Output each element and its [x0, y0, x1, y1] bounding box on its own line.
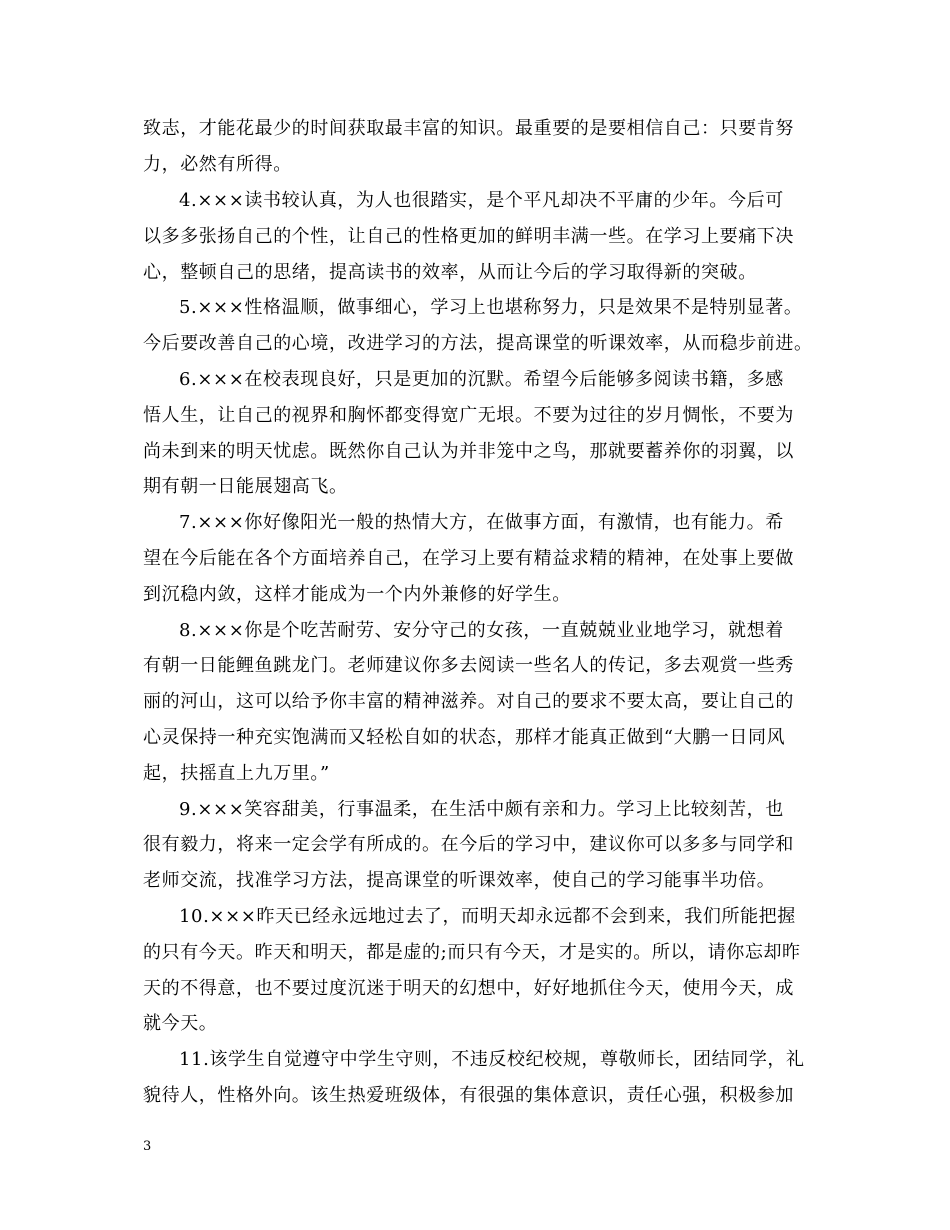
text-line: 有朝一日能鲤鱼跳龙门。老师建议你多去阅读一些名人的传记，多去观赏一些秀	[143, 655, 794, 676]
paragraph-5-start: 5.×××性格温顺，做事细心，学习上也堪称努力，只是效果不是特别显著。	[179, 297, 803, 318]
text-line: 今后要改善自己的心境，改进学习的方法，提高课堂的听课效率，从而稳步前进。	[143, 333, 813, 354]
text-line: 老师交流，找准学习方法，提高课堂的听课效率，使自己的学习能事半功倍。	[143, 870, 776, 891]
text-line: 悟人生，让自己的视界和胸怀都变得宽广无垠。不要为过往的岁月惆怅，不要为	[143, 405, 794, 426]
text-line: 以多多张扬自己的个性，让自己的性格更加的鲜明丰满一些。在学习上要痛下决	[143, 226, 794, 247]
paragraph-8-start: 8.×××你是个吃苦耐劳、安分守己的女孩，一直兢兢业业地学习，就想着	[179, 620, 784, 641]
text-line: 心灵保持一种充实饱满而又轻松自如的状态，那样才能真正做到“大鹏一日同风	[143, 727, 786, 748]
text-line: 到沉稳内敛，这样才能成为一个内外兼修的好学生。	[143, 584, 571, 605]
paragraph-6-start: 6.×××在校表现良好，只是更加的沉默。希望今后能够多阅读书籍，多感	[179, 369, 784, 390]
paragraph-4-start: 4.×××读书较认真，为人也很踏实，是个平凡却决不平庸的少年。今后可	[179, 190, 784, 211]
paragraph-7-start: 7.×××你好像阳光一般的热情大方，在做事方面，有激情，也有能力。希	[179, 512, 784, 533]
text-line: 貌待人，性格外向。该生热爱班级体，有很强的集体意识，责任心强，积极参加	[143, 1085, 794, 1106]
text-line: 起，扶摇直上九万里。”	[143, 763, 330, 784]
text-line: 丽的河山，这可以给予你丰富的精神滋养。对自己的要求不要太高，要让自己的	[143, 691, 794, 712]
text-line: 望在今后能在各个方面培养自己，在学习上要有精益求精的精神，在处事上要做	[143, 548, 794, 569]
paragraph-10-start: 10.×××昨天已经永远地过去了，而明天却永远都不会到来，我们所能把握	[179, 906, 796, 927]
text-line: 尚未到来的明天忧虑。既然你自己认为并非笼中之鸟，那就要蓄养你的羽翼，以	[143, 441, 794, 462]
text-line: 致志，才能花最少的时间获取最丰富的知识。最重要的是要相信自己：只要肯努	[143, 118, 794, 139]
text-line: 的只有今天。昨天和明天，都是虚的;而只有今天，才是实的。所以，请你忘却昨	[143, 942, 801, 963]
text-line: 天的不得意，也不要过度沉迷于明天的幻想中，好好地抓住今天，使用今天，成	[143, 978, 794, 999]
text-line: 心，整顿自己的思绪，提高读书的效率，从而让今后的学习取得新的突破。	[143, 262, 757, 283]
text-line: 就今天。	[143, 1013, 218, 1034]
page-number: 3	[143, 1139, 152, 1154]
paragraph-11-start: 11.该学生自觉遵守中学生守则，不违反校纪校规，尊敬师长，团结同学，礼	[179, 1049, 805, 1070]
paragraph-9-start: 9.×××笑容甜美，行事温柔，在生活中颇有亲和力。学习上比较刻苦，也	[179, 799, 784, 820]
text-line: 力，必然有所得。	[143, 154, 292, 175]
text-line: 很有毅力，将来一定会学有所成的。在今后的学习中，建议你可以多多与同学和	[143, 834, 794, 855]
text-line: 期有朝一日能展翅高飞。	[143, 476, 348, 497]
